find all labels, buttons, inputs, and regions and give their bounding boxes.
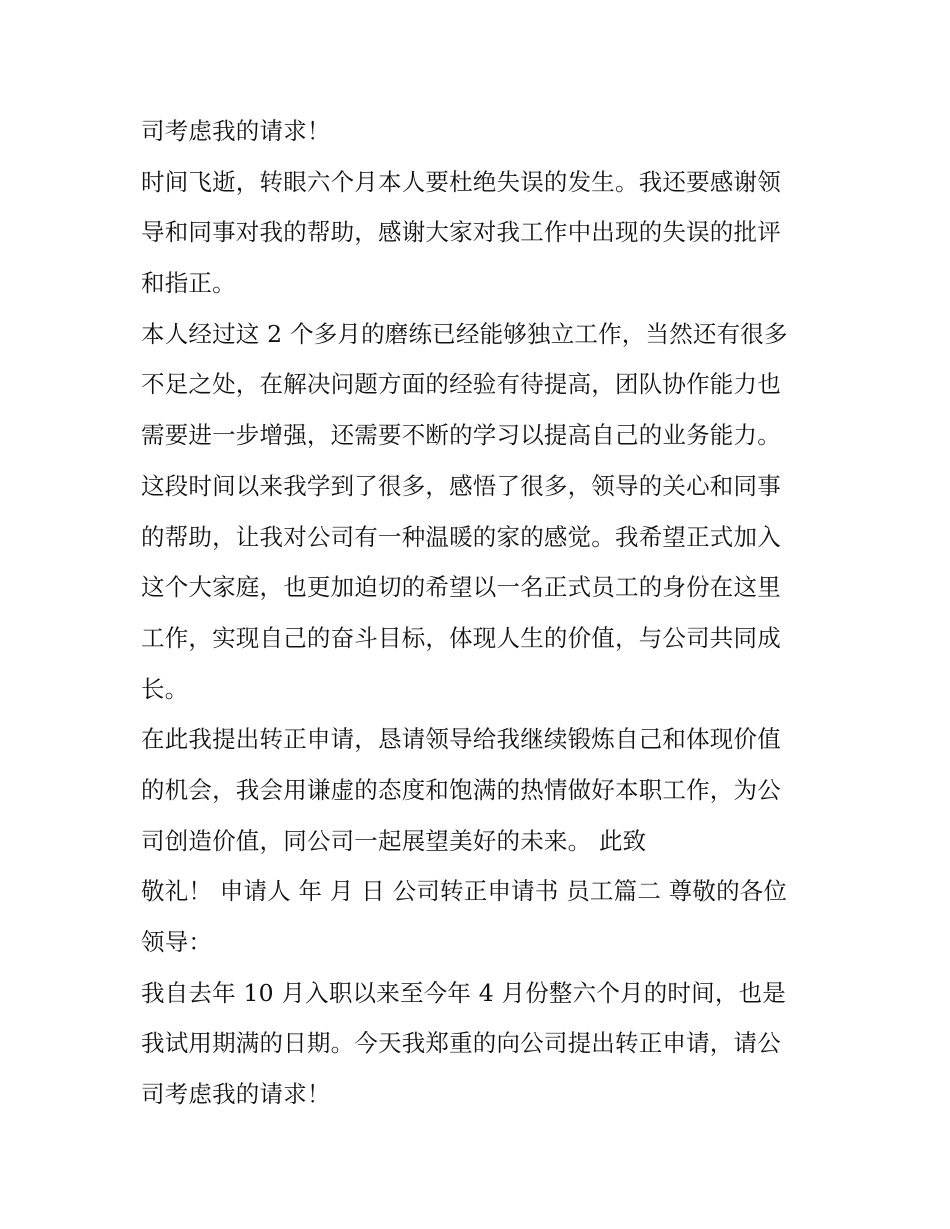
text-line: 的机会，我会用谦虚的态度和饱满的热情做好本职工作，为公	[141, 775, 781, 804]
text-line: 我试用期满的日期。今天我郑重的向公司提出转正申请，请公	[141, 1029, 781, 1058]
text-line: 不足之处，在解决问题方面的经验有待提高，团队协作能力也	[141, 370, 781, 399]
text-line: 和指正。	[141, 269, 236, 298]
text-line: 长。	[141, 674, 189, 703]
text-line: 敬礼！ 申请人 年 月 日 公司转正申请书 员工篇二 尊敬的各位	[141, 877, 788, 906]
text-line: 司考虑我的请求！	[141, 1080, 331, 1109]
text-line: 我自去年 10 月入职以来至今年 4 月份整六个月的时间，也是	[141, 978, 786, 1007]
text-line: 这个大家庭，也更加迫切的希望以一名正式员工的身份在这里	[141, 573, 781, 602]
text-line: 这段时间以来我学到了很多，感悟了很多，领导的关心和同事	[141, 471, 781, 500]
text-line: 本人经过这 2 个多月的磨练已经能够独立工作，当然还有很多	[141, 319, 788, 348]
document-body	[141, 106, 813, 1120]
text-line: 司考虑我的请求！	[141, 117, 331, 145]
text-line: 导和同事对我的帮助，感谢大家对我工作中出现的失误的批评	[141, 218, 781, 247]
text-line: 领导：	[141, 928, 213, 956]
text-line: 工作，实现自己的奋斗目标，体现人生的价值，与公司共同成	[141, 623, 781, 652]
text-line: 需要进一步增强，还需要不断的学习以提高自己的业务能力。	[141, 421, 781, 450]
text-line: 时间飞逝，转眼六个月本人要杜绝失误的发生。我还要感谢领	[141, 167, 781, 196]
text-line: 在此我提出转正申请，恳请领导给我继续锻炼自己和体现价值	[141, 725, 781, 754]
text-line: 司创造价值，同公司一起展望美好的未来。 此致	[141, 826, 647, 855]
text-line: 的帮助，让我对公司有一种温暖的家的感觉。我希望正式加入	[141, 522, 781, 551]
